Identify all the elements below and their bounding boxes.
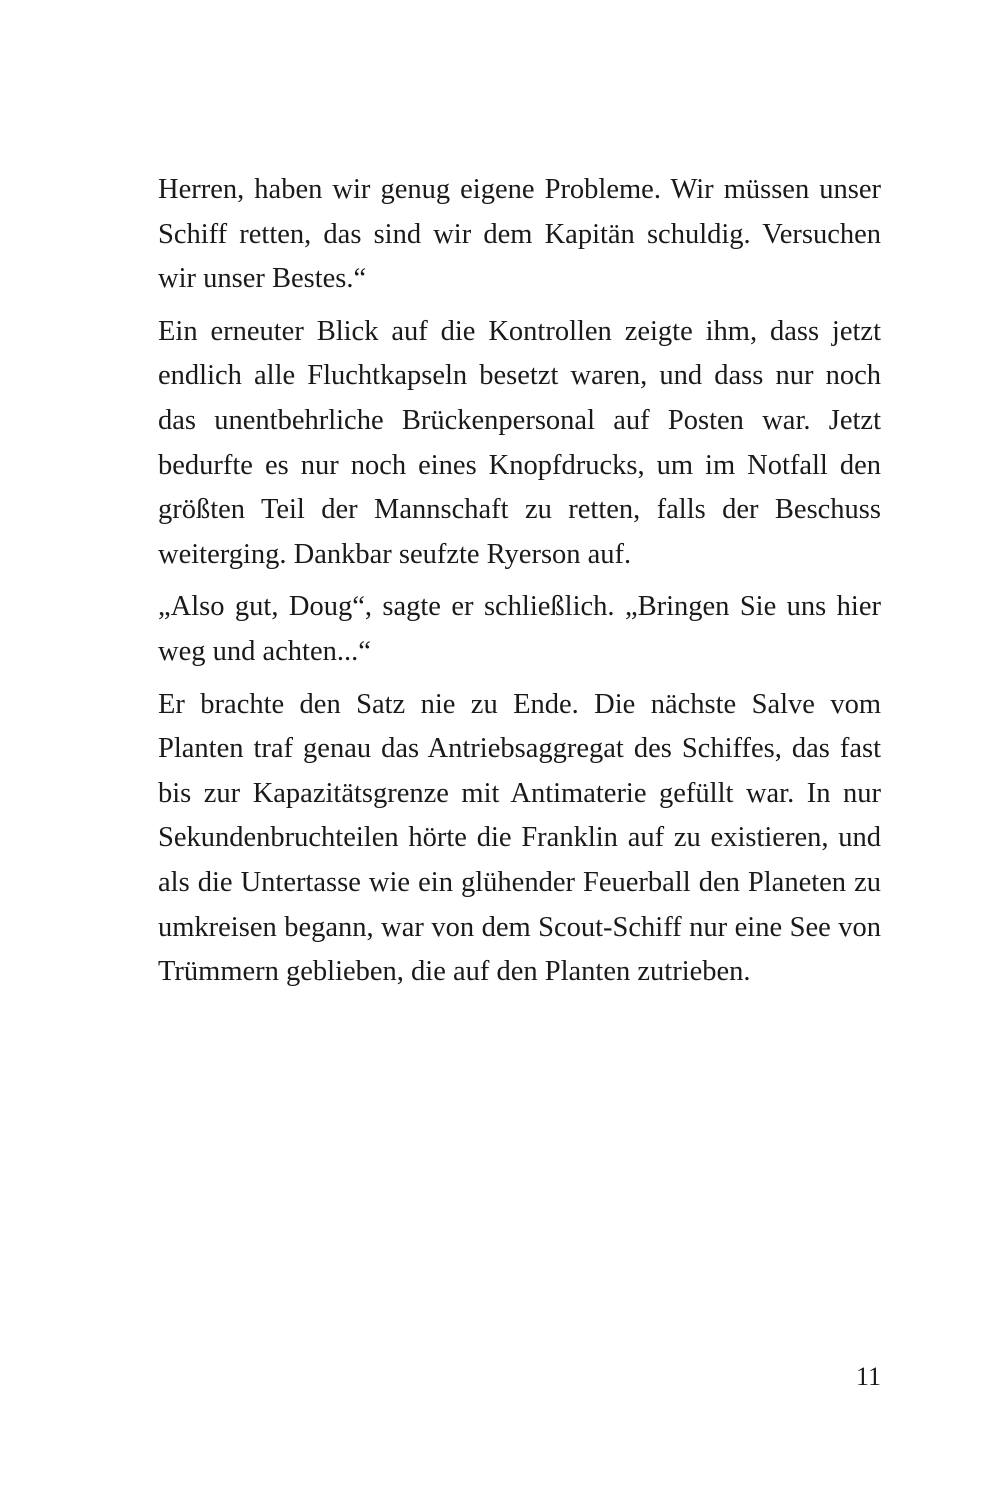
paragraph-3: „Also gut, Doug“, sagte er schließlich. „Bringen Sie uns hier weg und achten...“ <box>158 591 881 667</box>
paragraph-4: Er brachte den Satz nie zu Ende. Die nächste Salve vom Planten traf genau das Antriebsaggregat des Schiffes, das fast bis zur Kapazitätsgrenze mit Antimaterie gefüllt war. In nur Sekundenbruchteilen hörte die Franklin auf zu existieren, und als die Untertasse wie ein glühender Feuerball den Planeten zu umkreisen begann, war von dem Scout-Schiff nur eine See von Trümmern geblieben, die auf den Planten zutrieben. <box>158 688 881 988</box>
paragraph-1: Herren, haben wir genug eigene Probleme. Wir müssen unser Schiff retten, das sind wir dem Kapitän schuldig. Versuchen wir unser Bestes.“ <box>158 174 881 295</box>
paragraph-2: Ein erneuter Blick auf die Kontrollen zeigte ihm, dass jetzt endlich alle Fluchtkapseln besetzt waren, und dass nur noch das unentbehrliche Brückenpersonal auf Posten war. Jetzt bedurfte es nur noch eines Knopfdrucks, um im Notfall den größten Teil der Mannschaft zu retten, falls der Beschuss weiterging. Dankbar seufzte Ryerson auf. <box>158 315 881 570</box>
page-number: 11 <box>855 1362 881 1391</box>
body-text <box>158 168 881 1003</box>
